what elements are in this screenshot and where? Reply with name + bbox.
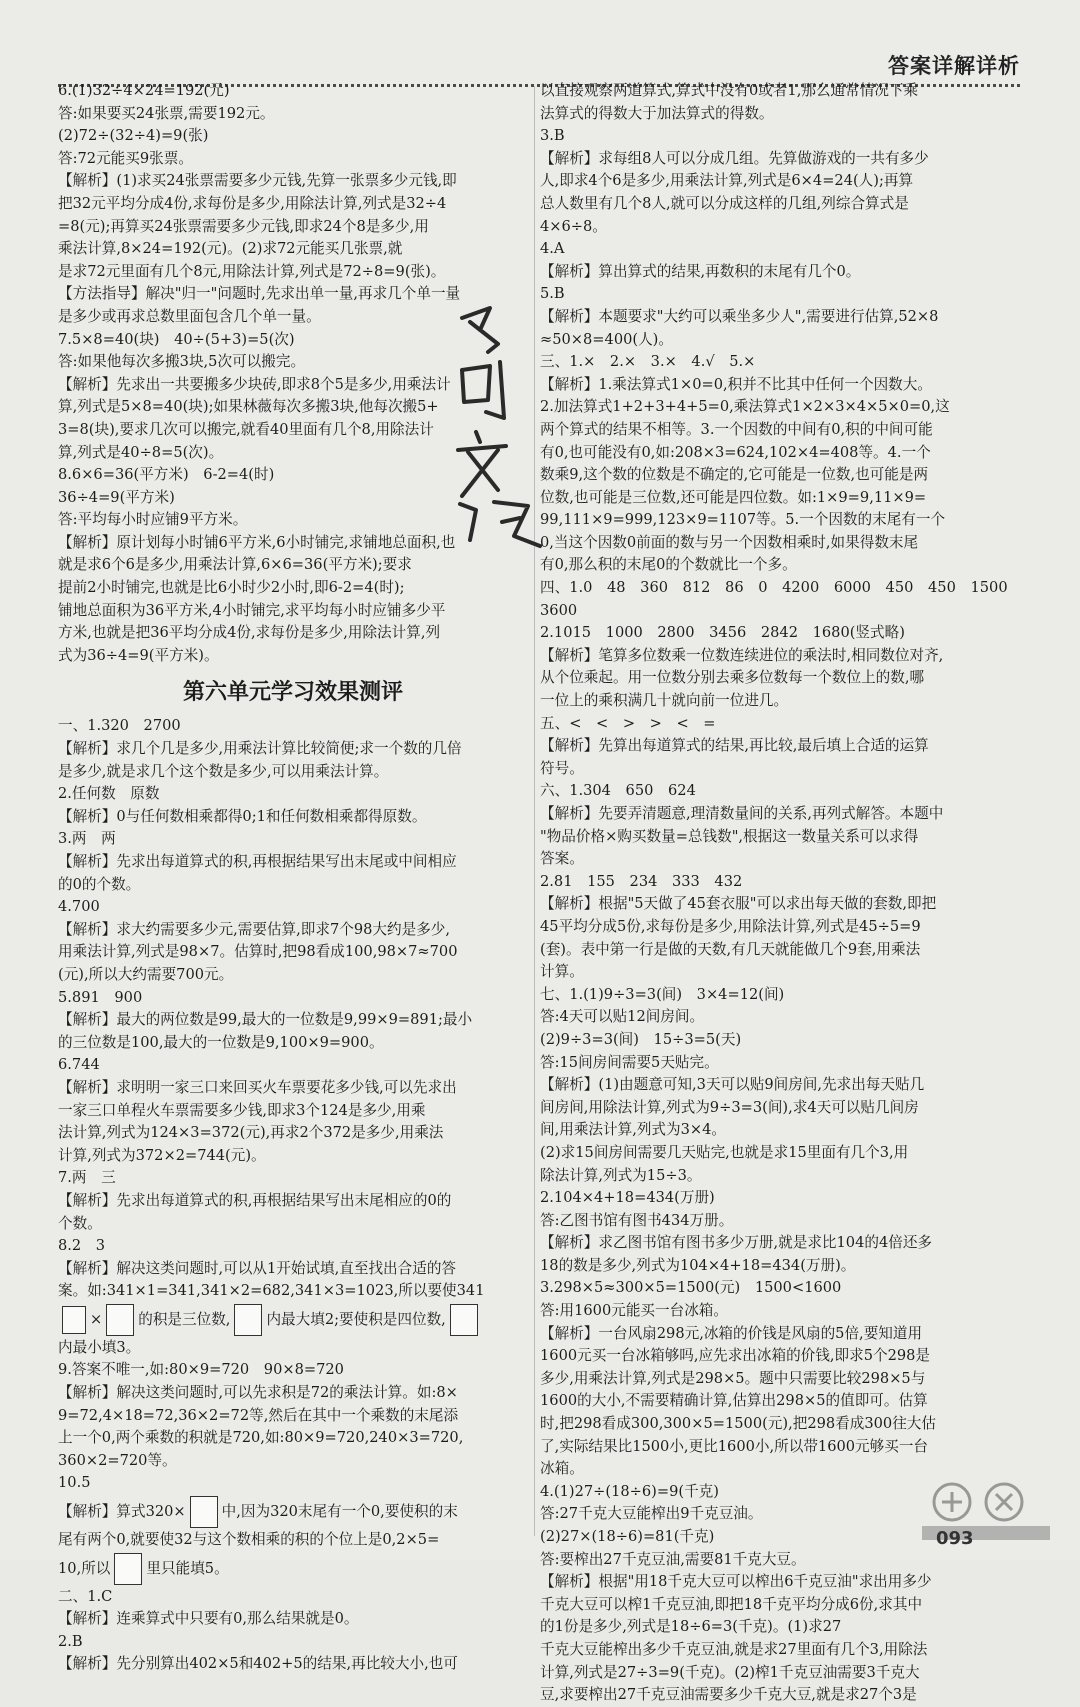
text-line: 18的数是多少,列式为104×4+18=434(万册)。	[540, 1256, 856, 1274]
text-line: 【解析】0与任何数相乘都得0;1和任何数相乘都得原数。	[58, 807, 427, 825]
box-line-2-a: 【解析】算式320×	[58, 1503, 186, 1521]
answer-box	[234, 1304, 262, 1336]
text-line: 一位上的乘积满几十就向前一位进几。	[540, 692, 789, 710]
text-line: 案。如:341×1=341,341×2=682,341×3=1023,所以要使341	[58, 1282, 485, 1300]
text-line: 【方法指导】解决"归一"问题时,先求出单一量,再求几个单一量	[58, 285, 461, 303]
box-line-2-b: 中,因为320末尾有一个0,要使积的末	[221, 1503, 458, 1521]
text-line: 【解析】原计划每小时铺6平方米,6小时铺完,求铺地总面积,也	[58, 533, 456, 551]
text-line: 8.2 3	[58, 1237, 106, 1255]
text-line: 【解析】笔算多位数乘一位数连续进位的乘法时,相同数位对齐,	[540, 646, 944, 664]
text-line: 3.298×5≈300×5=1500(元) 1500<1600	[540, 1279, 842, 1297]
text-line: "物品价格×购买数量=总钱数",根据这一数量关系可以求得	[540, 827, 919, 845]
text-line: 法算式的得数大于加法算式的得数。	[540, 104, 774, 122]
text-line: 4.(1)27÷(18÷6)=9(千克)	[540, 1482, 719, 1500]
box-line-1-b: 的积是三位数,	[138, 1310, 231, 1328]
text-line: 间房间,用除法计算,列式为9÷3=3(间),求4天可以贴几间房	[540, 1098, 919, 1116]
text-line: 9=72,4×18=72,36×2=72等,然后在其中一个乘数的末尾添	[58, 1406, 459, 1424]
text-line: 一、1.320 2700	[58, 717, 181, 735]
text-line: (2)9÷3=3(间) 15÷3=5(天)	[540, 1030, 742, 1048]
text-line: 4.A	[540, 240, 565, 258]
text-line: 间,用乘法计算,列式为3×4。	[540, 1121, 727, 1139]
text-line: 答:用1600元能买一台冰箱。	[540, 1302, 728, 1320]
text-line: 数乘9,这个数的位数是不确定的,它可能是一位数,也可能是两	[540, 466, 929, 484]
text-line: 豆,求要榨出27千克豆油需要多少千克大豆,就是求27个3是	[540, 1686, 917, 1704]
text-line: 2.B	[58, 1632, 83, 1650]
text-line: 45平均分成5份,求每份是多少,用除法计算,列式是45÷5=9	[540, 917, 921, 935]
text-line: 四、1.0 48 360 812 86 0 4200 6000 450 450 1500	[540, 579, 1008, 597]
text-line: 计算。	[540, 963, 584, 981]
answer-box	[106, 1304, 134, 1336]
text-line: 【解析】解决这类问题时,可以从1开始试填,直至找出合适的答	[58, 1259, 457, 1277]
text-line: 多少,用乘法计算,列式是298×5。题中只需要比较298×5与	[540, 1369, 926, 1387]
text-line: 的1份是多少,列式是18÷6=3(千克)。(1)求27	[540, 1618, 842, 1636]
text-line: 3600	[540, 601, 578, 619]
text-line: 从个位乘起。用一位数分别去乘多位数每一个数位上的数,哪	[540, 669, 925, 687]
text-line: 1600元买一台冰箱够吗,应先求出冰箱的价钱,即求5个298是	[540, 1347, 931, 1365]
text-line: 两个算式的结果不相等。3.一个因数的中间有0,积的中间可能	[540, 420, 933, 438]
text-line: (2)求15间房间需要几天贴完,也就是求15里面有几个3,用	[540, 1143, 909, 1161]
text-line: 内最小填3。	[58, 1338, 141, 1356]
section-title: 第六单元学习效果测评	[182, 680, 403, 706]
text-line: (2)27×(18÷6)=81(千克)	[540, 1528, 715, 1545]
text-line: 【解析】求乙图书馆有图书多少万册,就是求比104的4倍还多	[540, 1234, 933, 1252]
text-line: 就是求6个6是多少,用乘法计算,6×6=36(平方米);要求	[58, 556, 412, 574]
text-line: 2.任何数 原数	[58, 785, 160, 803]
text-line: 3.两 两	[58, 830, 116, 848]
text-line: 人,即求4个6是多少,用乘法计算,列式是6×4=24(人);再算	[540, 172, 914, 190]
text-line: 【解析】(1)求买24张票需要多少元钱,先算一张票多少元钱,即	[58, 172, 457, 190]
text-line: 一家三口单程火车票需要多少钱,即求3个124是多少,用乘	[58, 1101, 426, 1119]
text-line: 36÷4=9(平方米)	[58, 488, 175, 506]
text-line: 冰箱。	[540, 1460, 584, 1478]
handwritten-signature	[440, 300, 550, 550]
text-line: 上一个0,两个乘数的积就是720,如:80×9=720,240×3=720,	[58, 1429, 464, 1447]
text-line: 除法计算,列式为15÷3。	[540, 1166, 702, 1184]
text-line: 的0的个数。	[58, 875, 141, 893]
text-line: 以直接观察两道算式,算式中没有0或者1,那么通常情况下乘	[540, 82, 919, 99]
text-line: 方米,也就是把36平均分成4份,求每份是多少,用除法计算,列	[58, 624, 441, 642]
text-line: 三、1.× 2.× 3.× 4.√ 5.×	[540, 353, 756, 371]
text-line: 把32元平均分成4份,求每份是多少,用除法计算,列式是32÷4	[58, 194, 447, 212]
text-line: 2.104×4+18=434(万册)	[540, 1189, 715, 1207]
text-line: 8.6×6=36(平方米) 6-2=4(时)	[58, 466, 275, 484]
text-line: 答:4天可以贴12间房间。	[540, 1008, 705, 1026]
text-line: 9.答案不唯一,如:80×9=720 90×8=720	[58, 1361, 344, 1379]
text-line: 了,实际结果比1500小,更比1600小,所以带1600元够买一台	[540, 1437, 929, 1455]
text-line: 6.(1)32÷4×24=192(元)	[58, 82, 230, 99]
text-line: 【解析】一台风扇298元,冰箱的价钱是风扇的5倍,要知道用	[540, 1324, 923, 1342]
text-line: 计算,列式是27÷3=9(千克)。(2)榨1千克豆油需要3千克大	[540, 1663, 920, 1681]
text-line: 【解析】本题要求"大约可以乘坐多少人",需要进行估算,52×8	[540, 307, 939, 325]
text-line: 铺地总面积为36平方米,4小时铺完,求平均每小时应铺多少平	[58, 601, 446, 619]
answer-box	[114, 1553, 142, 1585]
text-line: 总人数里有几个8人,就可以分成这样的几组,列综合算式是	[540, 194, 909, 212]
text-line: 有0,那么积的末尾0的个数就比一个多。	[540, 556, 797, 574]
text-line: 0,当这个因数0前面的数与另一个因数相乘时,如果得数末尾	[540, 533, 919, 551]
text-line: 答:如果要买24张票,需要192元。	[58, 104, 275, 122]
text-line: 7.两 三	[58, 1169, 116, 1187]
text-line: 答:15间房间需要5天贴完。	[540, 1053, 719, 1071]
text-line: 【解析】1.乘法算式1×0=0,积并不比其中任何一个因数大。	[540, 375, 932, 393]
text-line: 5.B	[540, 285, 565, 303]
text-line: 有0,也可能没有0,如:208×3=624,102×4=408等。4.一个	[540, 443, 931, 461]
text-line: 4.700	[58, 898, 100, 916]
text-line: 【解析】先求出每道算式的积,再根据结果写出末尾相应的0的	[58, 1191, 452, 1209]
text-line: 【解析】先求出一共要搬多少块砖,即求8个5是多少,用乘法计	[58, 375, 451, 393]
box-line-3-b: 里只能填5。	[146, 1559, 229, 1577]
text-line: 答:如果他每次多搬3块,5次可以搬完。	[58, 353, 306, 371]
text-line: 【解析】解决这类问题时,可以先求积是72的乘法计算。如:8×	[58, 1384, 458, 1402]
text-line: (套)。表中第一行是做的天数,有几天就能做几个9套,用乘法	[540, 940, 921, 958]
answer-box	[450, 1304, 478, 1336]
text-line: 二、1.C	[58, 1587, 113, 1605]
text-line: 用乘法计算,列式是98×7。估算时,把98看成100,98×7≈700	[58, 943, 458, 961]
text-line: 【解析】连乘算式中只要有0,那么结果就是0。	[58, 1610, 359, 1628]
left-after-box-block	[58, 1337, 528, 1495]
text-line: 符号。	[540, 759, 584, 777]
left-bottom-block	[58, 715, 528, 1302]
text-line: 99,111×9=999,123×9=1107等。5.一个因数的末尾有一个	[540, 511, 946, 529]
text-line: ≈50×8=400(人)。	[540, 330, 673, 348]
box-line-1-c: 内最大填2;要使积是四位数,	[266, 1310, 446, 1328]
text-line: 【解析】先求出每道算式的积,再根据结果写出末尾或中间相应	[58, 853, 457, 870]
text-line: 【解析】求明明一家三口来回买火车票要花多少钱,可以先求出	[58, 1078, 457, 1096]
text-line: 答:27千克大豆能榨出9千克豆油。	[540, 1505, 763, 1523]
box-line-1	[58, 1303, 528, 1337]
text-line: (元),所以大约需要700元。	[58, 965, 234, 983]
text-line: 360×2=720等。	[58, 1451, 177, 1469]
box-line-3	[58, 1552, 528, 1586]
text-line: 10.5	[58, 1474, 91, 1492]
text-line: 千克大豆能榨出多少千克豆油,就是求27里面有几个3,用除法	[540, 1640, 928, 1658]
text-line: 5.891 900	[58, 988, 143, 1006]
text-line: 尾有两个0,就要使32与这个数相乘的积的个位上是0,2×5=	[58, 1531, 440, 1549]
text-line: 2.81 155 234 333 432	[540, 872, 743, 890]
text-line: 算,列式是40÷8=5(次)。	[58, 443, 224, 461]
text-line: 【解析】求几个几是多少,用乘法计算比较简便;求一个数的几倍	[58, 740, 462, 758]
text-line: 提前2小时铺完,也就是比6小时少2小时,即6-2=4(时);	[58, 579, 405, 597]
text-line: 千克大豆可以榨1千克豆油,即把18千克平均分成6份,求其中	[540, 1595, 923, 1613]
text-line: 是多少或再求总数里面包含几个单一量。	[58, 307, 321, 325]
text-line: 的三位数是100,最大的一位数是9,100×9=900。	[58, 1033, 384, 1051]
text-line: 式为36÷4=9(平方米)。	[58, 646, 219, 664]
text-line: 六、1.304 650 624	[540, 782, 696, 800]
text-line: 法计算,列式为124×3=372(元),再求2个372是多少,用乘法	[58, 1124, 444, 1142]
text-line: 【解析】求大约需要多少元,需要估算,即求7个98大约是多少,	[58, 920, 451, 938]
answer-box	[62, 1306, 86, 1334]
right-lines-block	[540, 80, 1022, 1707]
text-line: 3=8(块),要求几次可以搬完,就看40里面有几个8,用除法计	[58, 420, 434, 438]
text-line: 算,列式是5×8=40(块);如果林薇每次多搬3块,他每次搬5+	[58, 398, 439, 416]
text-line: 时,把298看成300,300×5=1500(元),把298看成300往大估	[540, 1415, 936, 1433]
text-line: 乘法计算,8×24=192(元)。(2)求72元能买几张票,就	[58, 240, 403, 258]
box-line-3-a: 10,所以	[58, 1559, 111, 1577]
text-line: 答:72元能买9张票。	[58, 149, 193, 167]
text-line: 1600的大小,不需要精确计算,估算出298×5的值即可。估算	[540, 1392, 928, 1410]
text-line: 【解析】算出算式的结果,再数积的末尾有几个0。	[540, 262, 861, 280]
header-title: 答案详解详析	[888, 54, 1020, 78]
text-line: 五、< < > > < =	[540, 714, 716, 732]
text-line: 答:平均每小时应铺9平方米。	[58, 511, 248, 529]
text-line: 答:乙图书馆有图书434万册。	[540, 1211, 734, 1229]
text-line: 2.1015 1000 2800 3456 2842 1680(竖式略)	[540, 624, 905, 642]
answer-box	[190, 1496, 218, 1528]
text-line: 【解析】先算出每道算式的结果,再比较,最后填上合适的运算	[540, 737, 929, 755]
box-line-1-a: ×	[90, 1310, 103, 1328]
watermark-logo	[912, 1476, 1062, 1546]
text-line: 【解析】根据"用18千克大豆可以榨出6千克豆油"求出用多少	[540, 1573, 932, 1591]
box-line-2	[58, 1495, 528, 1529]
text-line: 个数。	[58, 1214, 102, 1232]
text-line: 【解析】(1)由题意可知,3天可以贴9间房间,先求出每天贴几	[540, 1076, 925, 1094]
text-line: 7.5×8=40(块) 40÷(5+3)=5(次)	[58, 330, 295, 348]
right-column	[540, 80, 1022, 1707]
page-number: 093	[936, 1528, 974, 1549]
text-line: 答案。	[540, 850, 584, 868]
text-line: 6.744	[58, 1056, 100, 1074]
text-line: 【解析】根据"5天做了45套衣服"可以求出每天做的套数,即把	[540, 895, 937, 913]
text-line: 是多少,就是求几个这个数是多少,可以用乘法计算。	[58, 762, 389, 780]
text-line: 3.B	[540, 127, 565, 145]
text-line: 计算,列式为372×2=744(元)。	[58, 1146, 266, 1164]
left-end-block	[58, 1586, 528, 1676]
text-line: 【解析】先分别算出402×5和402+5的结果,再比较大小,也可	[58, 1655, 458, 1673]
text-line: 【解析】求每组8人可以分成几组。先算做游戏的一共有多少	[540, 149, 929, 167]
text-line: 答:要榨出27千克豆油,需要81千克大豆。	[540, 1550, 806, 1568]
text-line: 是求72元里面有几个8元,用除法计算,列式是72÷8=9(张)。	[58, 262, 446, 280]
text-line: 【解析】最大的两位数是99,最大的一位数是9,99×9=891;最小	[58, 1011, 473, 1029]
text-line: 位数,也可能是三位数,还可能是四位数。如:1×9=9,11×9=	[540, 488, 927, 506]
text-line: 2.加法算式1+2+3+4+5=0,乘法算式1×2×3×4×5×0=0,这	[540, 398, 950, 416]
text-line: 4×6÷8。	[540, 217, 607, 235]
text-line: 【解析】先要弄清题意,理清数量间的关系,再列式解答。本题中	[540, 805, 944, 822]
text-line: =8(元);再算买24张票需要多少元钱,即求24个8是多少,用	[58, 217, 429, 235]
text-line: 七、1.(1)9÷3=3(间) 3×4=12(间)	[540, 985, 785, 1003]
text-line: (2)72÷(32÷4)=9(张)	[58, 127, 209, 145]
